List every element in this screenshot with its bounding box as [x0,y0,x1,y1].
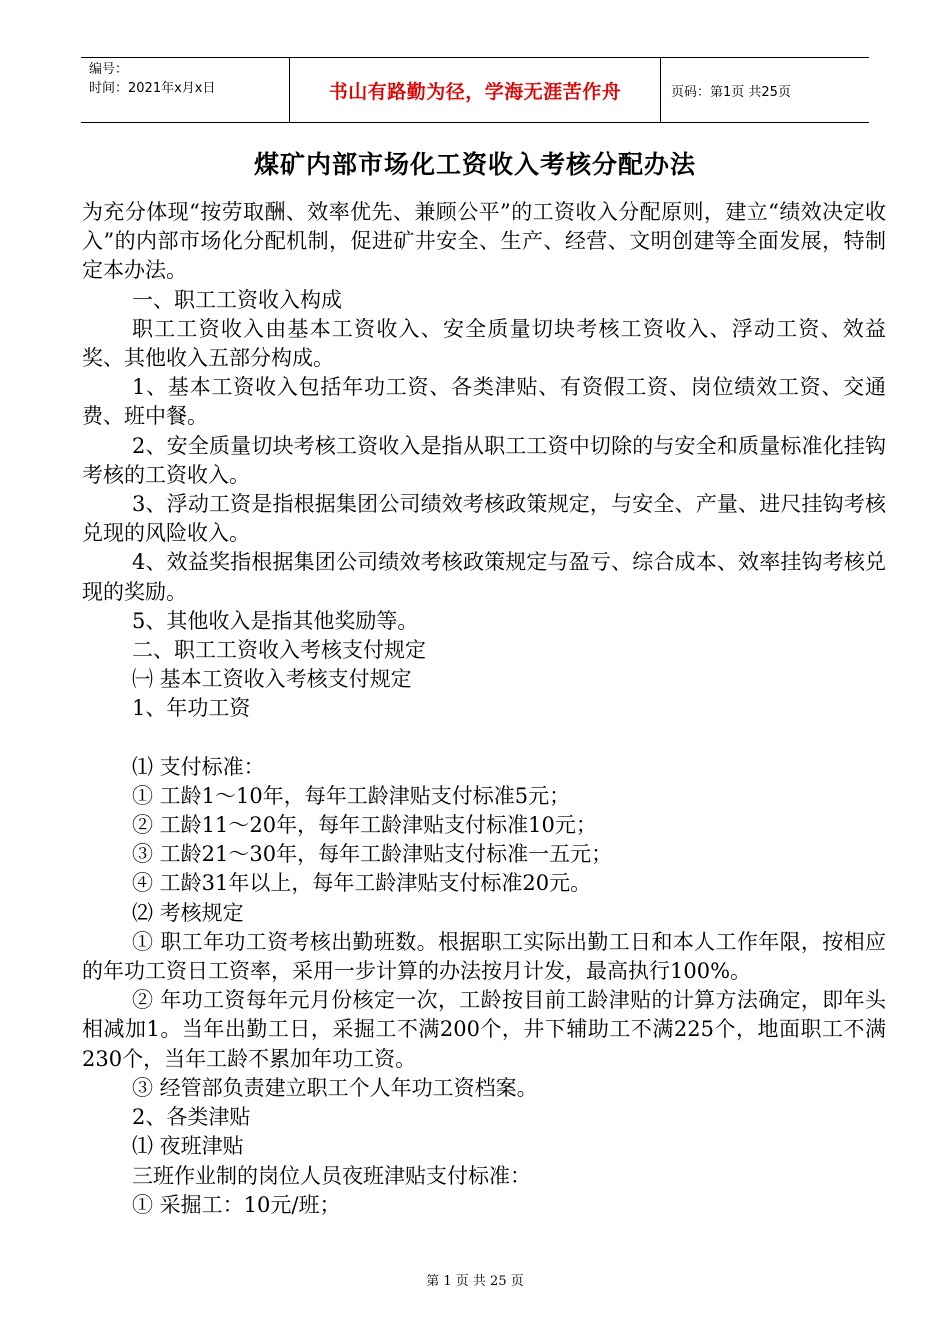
body-paragraph [82,724,886,753]
body-paragraph: 5、其他收入是指其他奖励等。 [132,608,419,633]
body-paragraph: ① 职工年功工资考核出勤班数。根据职工实际出勤工日和本人工作年限，按相应的年功工资日工资率，采用一步计算的办法按月计发，最高执行100%。 [82,929,886,984]
document-number-label: 编号： [89,62,129,77]
page-footer: 第 1 页 共 25 页 [426,1274,524,1289]
body-paragraph: ③ 经管部负责建立职工个人年功工资档案。 [132,1075,538,1100]
body-paragraph: ㈠ 基本工资收入考核支付规定 [132,667,412,692]
header-motto: 书山有路勤为径，学海无涯苦作舟 [290,58,661,123]
document-title: 煤矿内部市场化工资收入考核分配办法 [253,150,696,179]
body-paragraph: 二、职工工资收入考核支付规定 [132,638,426,663]
document-time-label: 时间：2021年x月x日 [89,81,216,96]
body-paragraph: 一、职工工资收入构成 [132,287,342,312]
header-page-info: 页码：第1页 共25页 [661,58,870,123]
document-header [81,57,869,123]
body-paragraph: ① 工龄1～10年，每年工龄津贴支付标准5元； [132,783,571,808]
body-paragraph: ② 年功工资每年元月份核定一次，工龄按目前工龄津贴的计算方法确定，即年头相减加1。当年出勤工日，采掘工不满200个，井下辅助工不满225个，地面职工不满230个，当年工龄不累加年功工资。 [82,988,886,1071]
body-paragraph: 4、效益奖指根据集团公司绩效考核政策规定与盈亏、综合成本、效率挂钩考核兑现的奖励。 [82,550,886,604]
body-paragraph: 为充分体现“按劳取酬、效率优先、兼顾公平”的工资收入分配原则，建立“绩效决定收入”的内部市场化分配机制，促进矿井安全、生产、经营、文明创建等全面发展，特制定本办法。 [82,200,886,283]
body-paragraph: 职工工资收入由基本工资收入、安全质量切块考核工资收入、浮动工资、效益奖、其他收入五部分构成。 [82,316,886,371]
body-paragraph: 三班作业制的岗位人员夜班津贴支付标准： [132,1163,531,1188]
body-paragraph: ① 采掘工：10元/班； [132,1192,341,1217]
body-paragraph: ⑵ 考核规定 [132,900,244,925]
body-paragraph: 1、年功工资 [132,696,251,721]
body-paragraph: ⑴ 支付标准： [132,754,265,779]
body-paragraph: ⑴ 夜班津贴 [132,1134,244,1159]
body-paragraph: ③ 工龄21～30年，每年工龄津贴支付标准一五元； [132,842,613,867]
header-meta [81,58,290,123]
body-paragraph: ② 工龄11～20年，每年工龄津贴支付标准10元； [132,813,597,838]
document-body [82,198,886,1220]
body-paragraph: 2、各类津贴 [132,1105,251,1130]
body-paragraph: 1、基本工资收入包括年功工资、各类津贴、有资假工资、岗位绩效工资、交通费、班中餐。 [82,375,886,429]
body-paragraph: 2、安全质量切块考核工资收入是指从职工工资中切除的与安全和质量标准化挂钩考核的工资收入。 [82,433,886,487]
body-paragraph: ④ 工龄31年以上，每年工龄津贴支付标准20元。 [132,871,592,896]
body-paragraph: 3、浮动工资是指根据集团公司绩效考核政策规定，与安全、产量、进尺挂钩考核兑现的风险收入。 [82,492,886,546]
